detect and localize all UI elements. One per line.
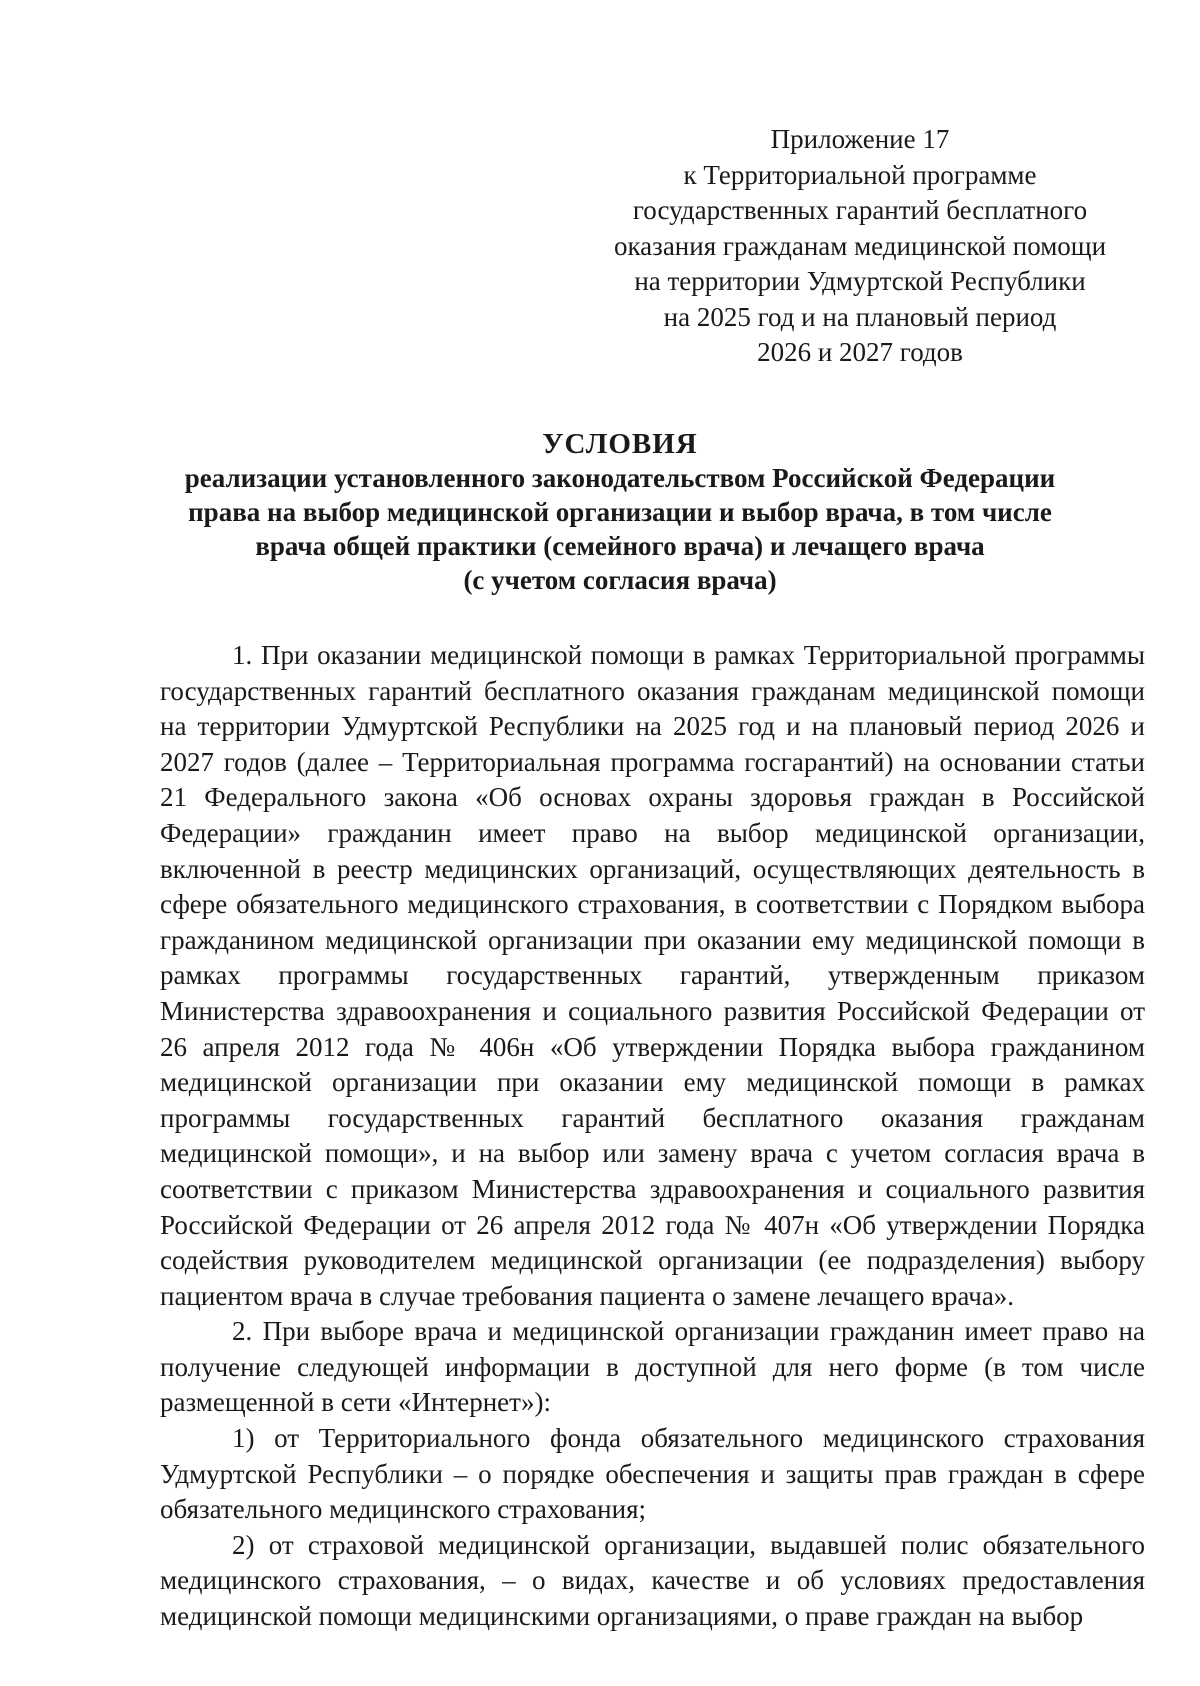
paragraph-2-2: 2) от страховой медицинской организации, выдавшей полис обязательного медицинского страхования, – о видах, качестве и об условиях предоставления медицинской помощи медицинскими организациями, о праве граждан на выбор [160,1529,1145,1632]
appendix-line: государственных гарантий бесплатного [632,195,1088,225]
document-title [100,427,1140,597]
title-line: права на выбор медицинской организации и выбор врача, в том числе [188,497,1052,527]
title-line: (с учетом согласия врача) [463,565,777,595]
appendix-line: оказания гражданам медицинской помощи [613,230,1107,261]
paragraph-2-1: 1) от Территориального фонда обязательного медицинского страхования Удмуртской Республики – о порядке обеспечения и защиты прав граждан в сфере обязательного медицинского страхования; [160,1423,1145,1525]
appendix-line: на территории Удмуртской Республики [634,266,1086,296]
appendix-line: Приложение 17 [770,124,950,154]
appendix-line: на 2025 год и на плановый период [663,301,1057,332]
appendix-line: к Территориальной программе [683,159,1037,190]
title-line: врача общей практики (семейного врача) и лечащего врача [255,531,985,561]
document-body [160,638,1145,1635]
appendix-line: 2026 и 2027 годов [757,337,963,367]
appendix-header [600,122,1120,371]
title-line: реализации установленного законодательством Российской Федерации [184,463,1056,493]
title-main: УСЛОВИЯ [542,428,698,460]
paragraph-1: 1. При оказании медицинской помощи в рамках Территориальной программы государственных гарантий бесплатного оказания гражданам медицинской помощи на территории Удмуртской Республики на 2025 год и на плановый период 2026 и 2027 годов (далее – Территориальная программа госгарантий) на основании статьи 21 Федерального закона «Об основах охраны здоровья граждан в Российской Федерации» гражданин имеет право на выбор медицинской организации, включенной в реестр медицинских организаций, осуществляющих деятельность в сфере обязательного медицинского страхования, в соответствии с Порядком выбора гражданином медицинской организации при оказании ему медицинской помощи в рамках программы государственных гарантий, утвержденным приказом Министерства здравоохранения и социального развития Российской Федерации от 26 апреля 2012 года № 406н «Об утверждении Порядка выбора гражданином медицинской организации при оказании ему медицинской помощи в рамках программы государственных гарантий бесплатного оказания гражданам медицинской помощи», и на выбор или замену врача с учетом согласия врача в соответствии с приказом Министерства здравоохранения и социального развития Российской Федерации от 26 апреля 2012 года № 407н «Об утверждении Порядка содействия руководителем медицинской организации (ее подразделения) выбору пациентом врача в случае требования пациента о замене лечащего врача». [160,640,1145,1311]
paragraph-2: 2. При выборе врача и медицинской организации гражданин имеет право на получение следующей информации в доступной для него форме (в том числе размещенной в сети «Интернет»): [160,1316,1145,1418]
